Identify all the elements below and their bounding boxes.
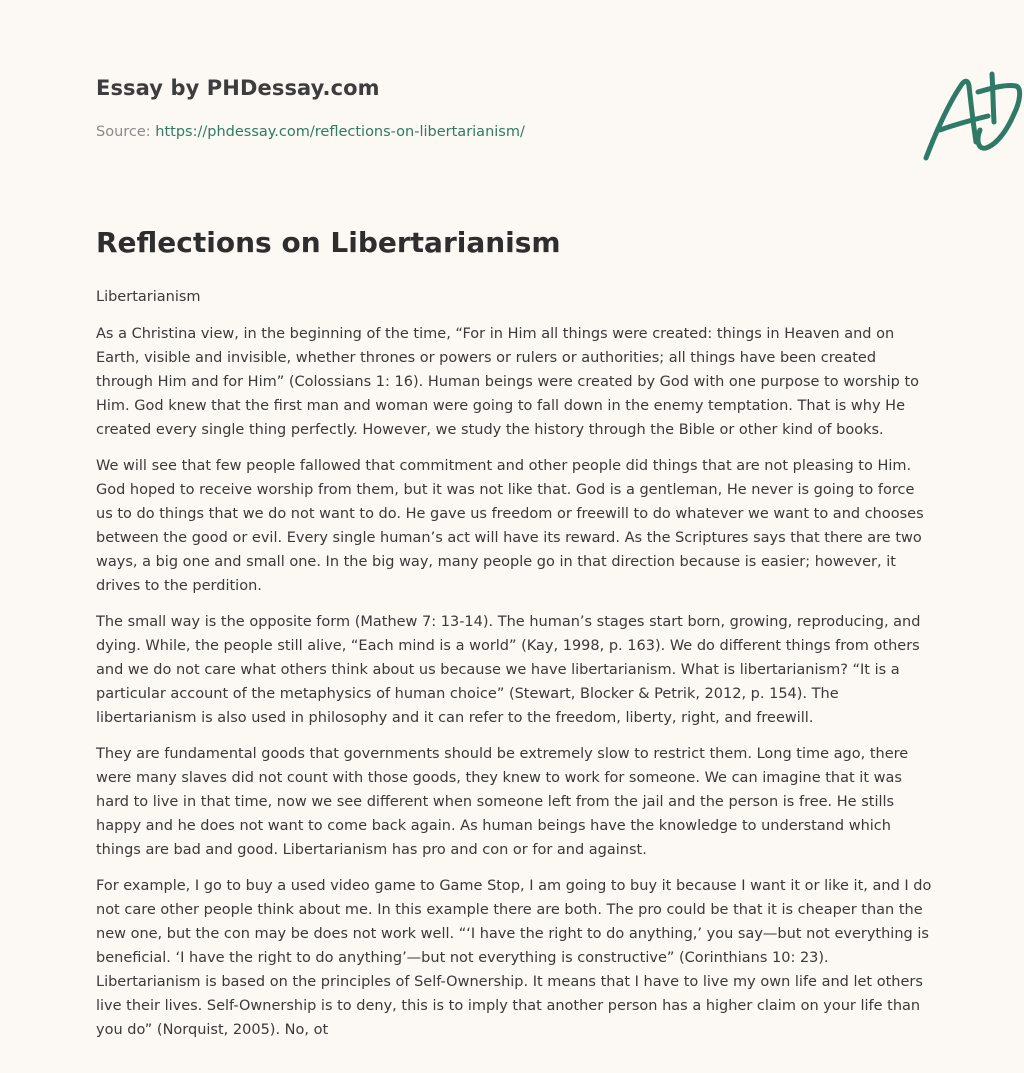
source-label: Source: — [96, 124, 156, 140]
essay-subheading: Libertarianism — [96, 289, 201, 305]
source-link[interactable]: https://phdessay.com/reflections-on-libertarianism/ — [155, 124, 525, 140]
a-plus-grade-icon — [918, 66, 1024, 166]
essay-paragraph: We will see that few people fallowed that commitment and other people did things that are not pleasing to Him. God hoped to receive worship from them, but it was not like that. God is a gentleman, He never is going to force us to do things that we do not want to do. He gave us freedom or freewill to do whatever we want to and chooses between the good or evil. Every single human’s act will have its reward. As the Scriptures says that there are two ways, a big one and small one. In the big way, many people go in that direction because is easier; however, it drives to the perdition. — [96, 458, 924, 594]
site-brand: Essay by PHDessay.com — [96, 76, 380, 100]
essay-paragraph: The small way is the opposite form (Mathew 7: 13-14). The human’s stages start born, growing, reproducing, and dying. While, the people still alive, “Each mind is a world” (Kay, 1998, p. 163). We do different things from others and we do not care what others think about us because we have libertarianism. What is libertarianism? “It is a particular account of the metaphysics of human choice” (Stewart, Blocker & Petrik, 2012, p. 154). The libertarianism is also used in philosophy and it can refer to the freedom, liberty, right, and freewill. — [96, 614, 921, 726]
essay-body — [96, 322, 934, 1054]
essay-paragraph: For example, I go to buy a used video game to Game Stop, I am going to buy it because I want it or like it, and I do not care other people think about me. In this example there are both. The pro could be that it is cheaper than the new one, but the con may be does not work well. “‘I have the right to do anything,’ you say—but not everything is beneficial. ‘I have the right to do anything’—but not everything is constructive” (Corinthians 10: 23). Libertarianism is based on the principles of Self-Ownership. It means that I have to live my own life and let others live their lives. Self-Ownership is to deny, this is to imply that another person has a higher claim on your life than you do” (Norquist, 2005). No, ot — [96, 878, 932, 1038]
essay-paragraph: As a Christina view, in the beginning of the time, “For in Him all things were created: things in Heaven and on Earth, visible and invisible, whether thrones or powers or rulers or authorities; all things have been created through Him and for Him” (Colossians 1: 16). Human beings were created by God with one purpose to worship to Him. God knew that the first man and woman were going to fall down in the enemy temptation. That is why He created every single thing perfectly. However, we study the history through the Bible or other kind of books. — [96, 326, 920, 438]
source-line — [96, 124, 525, 140]
essay-title: Reflections on Libertarianism — [96, 226, 561, 259]
essay-paragraph: They are fundamental goods that governments should be extremely slow to restrict them. Long time ago, there were many slaves did not count with those goods, they knew to work for someone. We can imagine that it was hard to live in that time, now we see different when someone left from the jail and the person is free. He stills happy and he does not want to come back again. As human beings have the knowledge to understand which things are bad and good. Libertarianism has pro and con or for and against. — [96, 746, 909, 858]
